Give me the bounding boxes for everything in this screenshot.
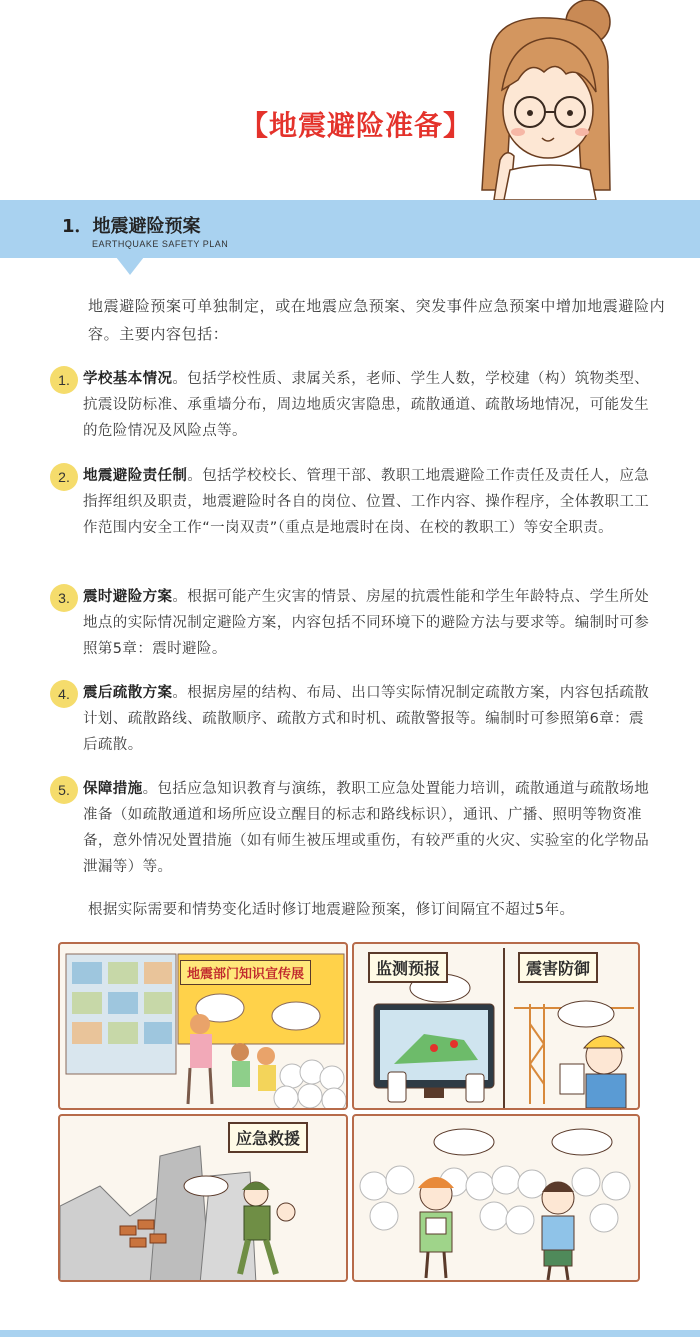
item-body: 。根据房屋的结构、布局、出口等实际情况制定疏散方案，内容包括疏散计划、疏散路线、疏散顺序、疏散方式和时机、疏散警报等。编制时可参照第6章：震后疏散。 [83,685,650,753]
panel-label-exhibition: 地震部门知识宣传展 [180,960,311,985]
panel-label-defense: 震害防御 [518,952,598,983]
panel-label-rescue: 应急救援 [228,1122,308,1153]
bottom-decor-strip [0,1330,700,1337]
item-text [83,463,658,541]
item-body: 。包括学校性质、隶属关系，老师、学生人数，学校建（构）筑物类型、抗震设防标准、承重墙分布，周边地质灾害隐患，疏散通道、疏散场地情况，可能发生的危险情况及风险点等。 [83,371,650,439]
comic-illustration [58,942,640,1282]
comic-panel-exhibition [58,942,348,1110]
item-text [83,584,658,662]
item-heading: 学校基本情况 [83,371,173,387]
item-number-badge: 5. [50,776,78,804]
band-pointer-triangle [116,257,144,275]
closing-paragraph: 根据实际需要和情势变化适时修订地震避险预案，修订间隔宜不超过5年。 [88,902,575,918]
item-heading: 保障措施 [83,781,143,797]
section-header-band [0,200,700,258]
students-scene [354,1116,640,1282]
item-number-badge: 3. [50,584,78,612]
item-body: 。根据可能产生灾害的情景、房屋的抗震性能和学生年龄特点、学生所处地点的实际情况制定避险方案，内容包括不同环境下的避险方法与要求等。编制时可参照第5章：震时避险。 [83,589,650,657]
item-text [83,680,658,758]
item-number-badge: 1. [50,366,78,394]
item-text [83,366,658,444]
section-title: 1．地震避险预案 [62,216,201,237]
item-number-badge: 4. [50,680,78,708]
comic-panel-monitoring [352,942,640,1110]
section-subtitle: EARTHQUAKE SAFETY PLAN [92,239,229,249]
panel-label-monitoring: 监测预报 [368,952,448,983]
comic-panel-students [352,1114,640,1282]
page-title: 【地震避险准备】 [240,109,473,142]
item-body: 。包括学校校长、管理干部、教职工地震避险工作责任及责任人，应急指挥组织及职责，地震避险时各自的岗位、位置、工作内容、操作程序，全体教职工工作范围内安全工作“一岗双责”（重点是地震时在岗、在校的教职工）等安全职责。 [83,468,650,536]
intro-paragraph: 地震避险预案可单独制定，或在地震应急预案、突发事件应急预案中增加地震避险内容。主要内容包括： [88,297,666,343]
comic-panel-rescue [58,1114,348,1282]
item-heading: 震时避险方案 [83,589,173,605]
item-text [83,776,658,880]
item-number-badge: 2. [50,463,78,491]
item-heading: 地震避险责任制 [83,468,188,484]
header-hero [0,0,700,200]
cartoon-girl-illustration [470,0,620,200]
item-body: 。包括应急知识教育与演练，教职工应急处置能力培训，疏散通道与疏散场地准备（如疏散通道和场所应设立醒目的标志和路线标识），通讯、广播、照明等物资准备，意外情况处置措施（如有师生被压埋或重伤，有较严重的火灾、实验室的化学物品泄漏等）等。 [83,781,650,875]
item-heading: 震后疏散方案 [83,685,173,701]
